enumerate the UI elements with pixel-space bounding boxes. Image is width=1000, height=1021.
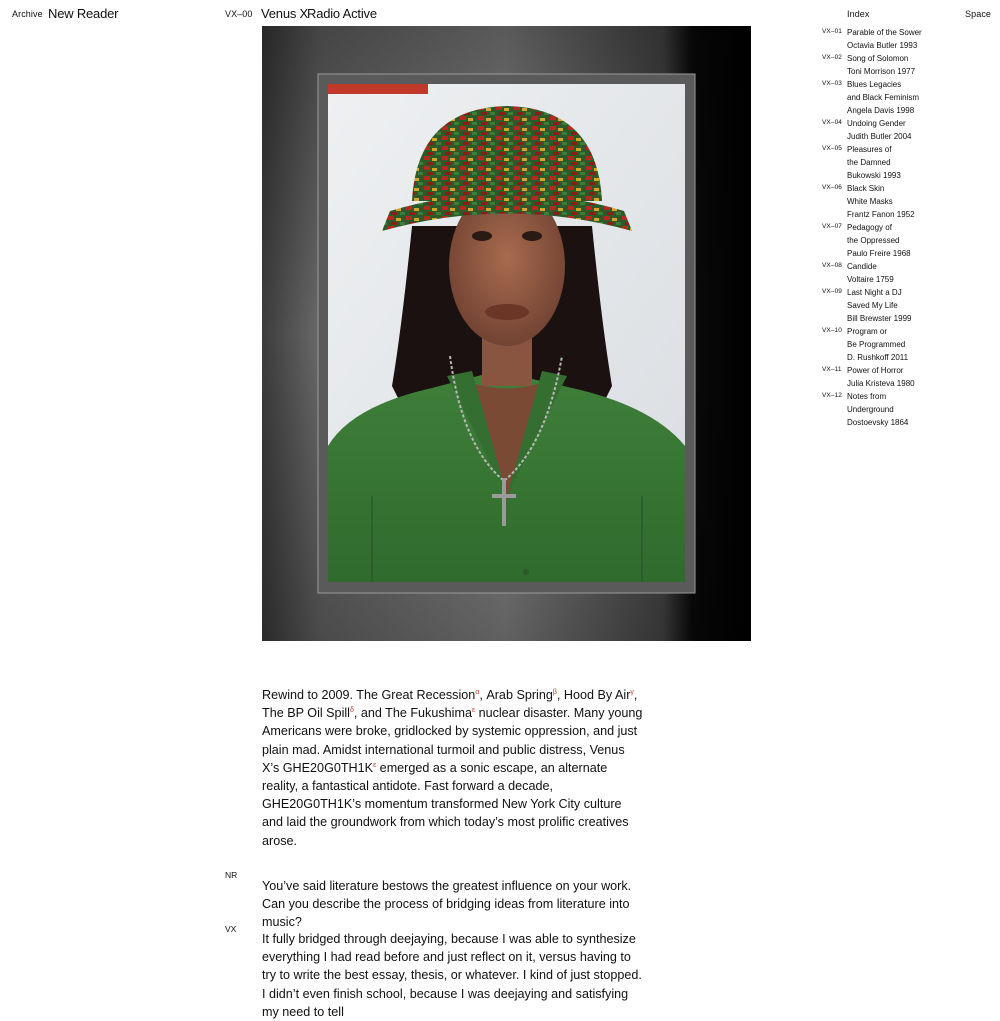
index-item[interactable] <box>822 182 992 221</box>
intro-paragraph <box>262 686 644 850</box>
index-item-line: Julia Kristeva 1980 <box>847 379 915 388</box>
index-item-line: Angela Davis 1998 <box>847 106 915 115</box>
footnote-marker[interactable]: δ <box>349 707 354 715</box>
index-item-line: the Damned <box>847 158 891 167</box>
index-item-line: Candide <box>847 262 877 271</box>
index-item-line: Voltaire 1759 <box>847 275 894 284</box>
index-item-line: Judith Butler 2004 <box>847 132 912 141</box>
artist-title: Venus X <box>261 6 309 21</box>
footnote-marker[interactable]: β <box>552 688 557 696</box>
index-item-number: VX–07 <box>822 223 843 230</box>
index-item-line: and Black Feminism <box>847 93 920 102</box>
index-item-number: VX–05 <box>822 145 843 152</box>
index-item[interactable] <box>822 52 992 78</box>
index-item-line: White Masks <box>847 197 893 206</box>
intro-text: , and The Fukushima <box>353 706 472 721</box>
index-item-line: Saved My Life <box>847 301 898 310</box>
index-item-line: Frantz Fanon 1952 <box>847 210 915 219</box>
index-item-line: the Oppressed <box>847 236 900 245</box>
index-item[interactable] <box>822 78 992 117</box>
index-item[interactable] <box>822 26 992 52</box>
index-item-line: D. Rushkoff 2011 <box>847 353 909 362</box>
index-item-line: Song of Solomon <box>847 54 909 63</box>
index-item-number: VX–06 <box>822 184 843 191</box>
index-item-number: VX–10 <box>822 327 843 334</box>
space-link[interactable]: Space <box>965 9 992 19</box>
index-item-line: Last Night a DJ <box>847 288 902 297</box>
article-intro <box>262 686 644 850</box>
index-item-line: Undoing Gender <box>847 119 906 128</box>
index-item-line: Pedagogy of <box>847 223 892 232</box>
footnote-marker[interactable]: α <box>475 688 480 696</box>
index-item-number: VX–11 <box>822 366 842 373</box>
index-item-number: VX–09 <box>822 288 843 295</box>
intro-text: , The BP Oil Spill <box>262 688 638 721</box>
index-item-line: Pleasures of <box>847 145 892 154</box>
index-item[interactable] <box>822 117 992 143</box>
interviewer-label: NR <box>225 870 238 880</box>
index-item-line: Octavia Butler 1993 <box>847 41 918 50</box>
footnote-marker[interactable]: ε <box>373 761 377 769</box>
index-item[interactable] <box>822 260 992 286</box>
article-title: Radio Active <box>307 6 377 21</box>
index-item-line: Power of Horror <box>847 366 904 375</box>
index-item[interactable] <box>822 390 992 429</box>
index-item-line: Blues Legacies <box>847 80 902 89</box>
index-item-number: VX–12 <box>822 392 843 399</box>
portrait-photo <box>262 26 751 641</box>
index-item-number: VX–01 <box>822 28 843 35</box>
index-item-line: Paulo Freire 1968 <box>847 249 911 258</box>
intro-text: , Hood By Air <box>556 688 631 702</box>
issue-number: VX–00 <box>225 9 253 19</box>
footnote-marker[interactable]: ε <box>471 707 476 715</box>
index-item-line: Underground <box>847 405 894 414</box>
index-item-line: Dostoevsky 1864 <box>847 418 909 427</box>
index-item[interactable] <box>822 325 992 364</box>
index-item[interactable] <box>822 221 992 260</box>
index-item-number: VX–04 <box>822 119 843 126</box>
index-item-number: VX–08 <box>822 262 843 269</box>
index-item-number: VX–02 <box>822 54 843 61</box>
intro-text: emerged as a sonic escape, an alternate reality, a fantastical antidote. Fast forward a decade, GHE20G0TH1K’s momentum transformed New York City culture and laid the groundwork from which today’s most prolific creatives arose. <box>262 760 629 848</box>
intro-text: Rewind to 2009. The Great Recession <box>262 688 476 702</box>
reading-index <box>822 26 992 429</box>
index-item-number: VX–03 <box>822 80 843 87</box>
index-item[interactable] <box>822 143 992 182</box>
index-link[interactable]: Index <box>847 9 870 19</box>
index-item-line: Be Programmed <box>847 340 906 349</box>
index-item-line: Toni Morrison 1977 <box>847 67 916 76</box>
index-item[interactable] <box>822 286 992 325</box>
intro-text: , Arab Spring <box>479 688 553 702</box>
index-item-line: Black Skin <box>847 184 885 193</box>
index-item-line: Bukowski 1993 <box>847 171 901 180</box>
interview-answer: It fully bridged through deejaying, because I was able to synthesize everything I had read before and just reflect on it, versus having to try to write the best essay, thesis, or whatever. I kind of just stopped. I didn’t even finish school, because I was deejaying and satisfying my need to tell <box>262 932 642 1019</box>
footnote-marker[interactable]: γ <box>630 688 634 696</box>
intro-text: nuclear disaster. Many young Americans were broke, gridlocked by systemic oppression, and just plain mad. Amidst international turmoil and public distress, Venus X’s GHE20G0TH1K <box>262 706 643 775</box>
index-item-line: Bill Brewster 1999 <box>847 314 912 323</box>
index-item-line: Parable of the Sower <box>847 28 922 37</box>
new-reader-link[interactable]: New Reader <box>48 6 119 21</box>
archive-link[interactable]: Archive <box>12 9 43 19</box>
interviewee-label: VX <box>225 924 237 934</box>
index-item-line: Notes from <box>847 392 887 401</box>
index-item[interactable] <box>822 364 992 390</box>
interview-question: You’ve said literature bestows the greatest influence on your work. Can you describe the process of bridging ideas from literature into music? <box>262 879 632 930</box>
index-item-line: Program or <box>847 327 888 336</box>
